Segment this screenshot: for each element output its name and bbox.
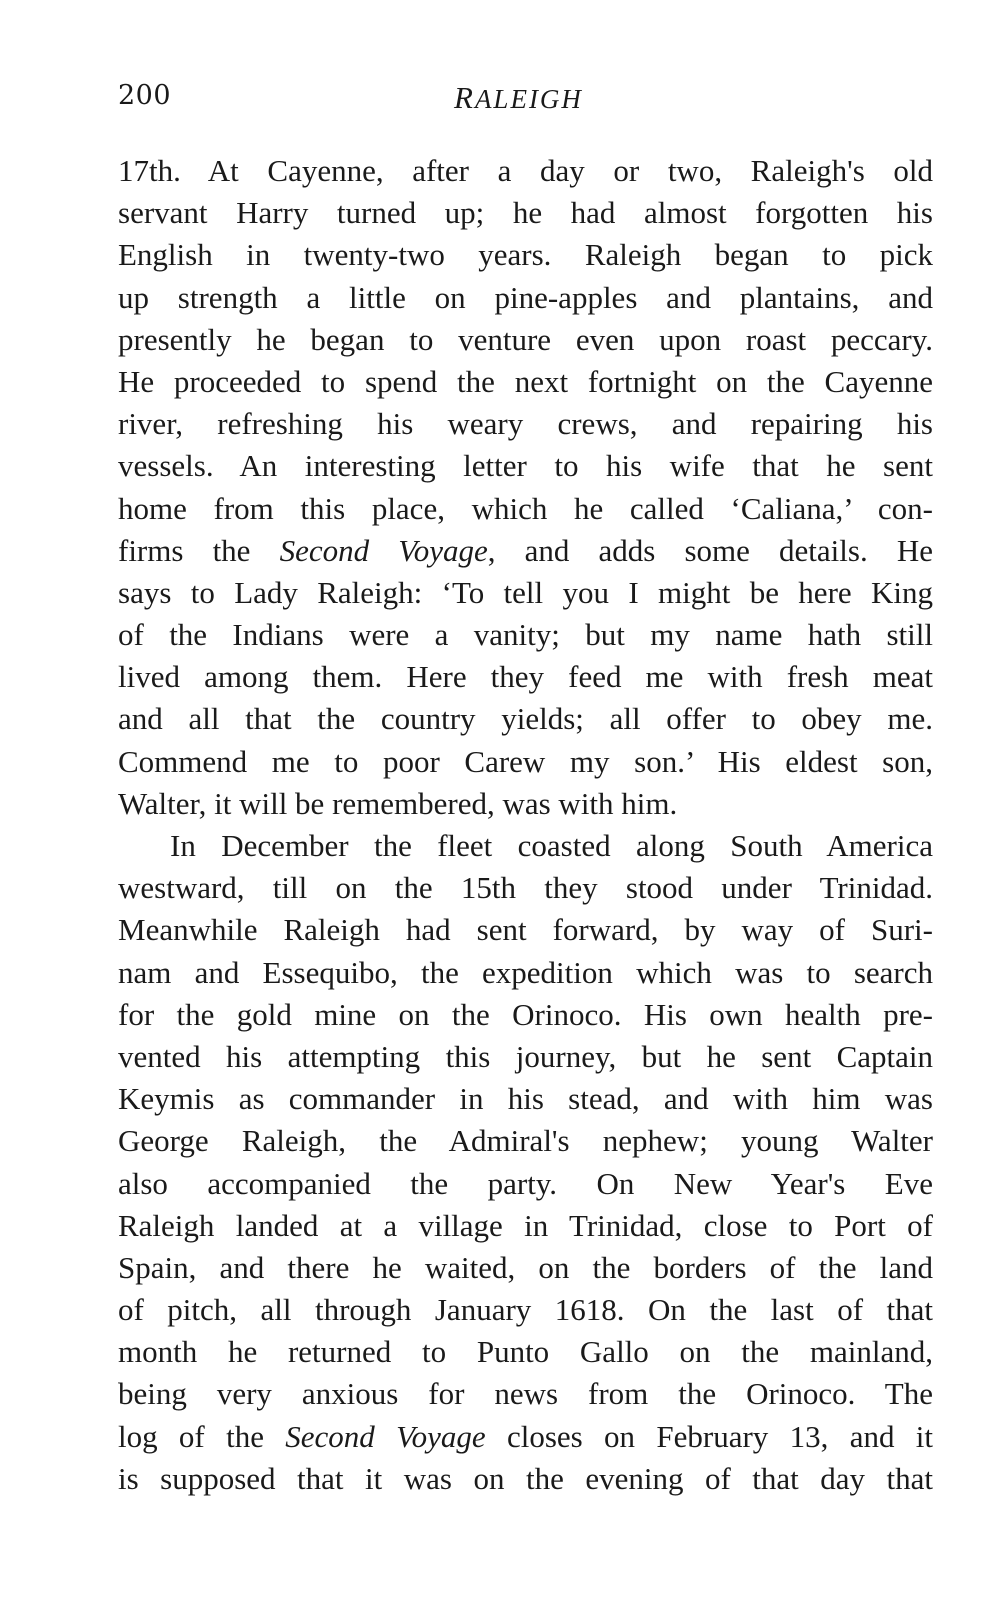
text-line: [118, 1289, 933, 1331]
text-line: [118, 656, 933, 698]
page-number: 200: [118, 80, 172, 111]
text-line: [118, 783, 933, 825]
text-line: [118, 1458, 933, 1500]
text-segment: lived among them. Here they feed me with fresh meat: [118, 659, 933, 695]
text-segment: vessels. An interesting letter to his wife that he sent: [118, 448, 933, 484]
text-segment: also accompanied the party. On New Year's Eve: [118, 1165, 933, 1201]
text-line: [118, 445, 933, 487]
text-segment: Meanwhile Raleigh had sent forward, by way of Suri-: [118, 912, 933, 948]
running-head-initial: R: [454, 80, 475, 115]
text-line: [118, 1205, 933, 1247]
text-segment: Commend me to poor Carew my son.’ His eldest son,: [118, 743, 933, 779]
text-line: [118, 741, 933, 783]
text-segment: Raleigh landed at a village in Trinidad, close to Port of: [118, 1207, 933, 1243]
text-segment: of the Indians were a vanity; but my name hath still: [118, 617, 933, 653]
text-line: [118, 361, 933, 403]
text-line: [118, 403, 933, 445]
text-segment: river, refreshing his weary crews, and repairing his: [118, 406, 933, 442]
text-segment: home from this place, which he called ‘Caliana,’ con-: [118, 490, 933, 526]
text-segment: vented his attempting this journey, but he sent Captain: [118, 1038, 933, 1074]
text-line: [118, 1120, 933, 1162]
text-line: [118, 1373, 933, 1415]
text-segment: says to Lady Raleigh: ‘To tell you I might be here King: [118, 574, 933, 610]
text-segment: servant Harry turned up; he had almost forgotten his: [118, 195, 933, 231]
running-head: [454, 80, 583, 116]
text-line: [118, 1247, 933, 1289]
body-text: [118, 150, 933, 1500]
text-segment: of pitch, all through January 1618. On the last of that: [118, 1292, 933, 1328]
text-line: [118, 1078, 933, 1120]
text-segment: He proceeded to spend the next fortnight on the Cayenne: [118, 363, 933, 399]
text-segment: month he returned to Punto Gallo on the mainland,: [118, 1334, 933, 1370]
text-segment: firms the: [118, 532, 280, 568]
text-line: [118, 192, 933, 234]
text-segment: closes on February 13, and it: [485, 1418, 933, 1454]
text-segment: being very anxious for news from the Orinoco. The: [118, 1376, 933, 1412]
text-line: [118, 530, 933, 572]
text-line: [118, 825, 933, 867]
text-line: [118, 572, 933, 614]
running-head-rest: ALEIGH: [474, 84, 583, 114]
text-segment: Spain, and there he waited, on the borders of the land: [118, 1249, 933, 1285]
text-segment: for the gold mine on the Orinoco. His own health pre-: [118, 996, 933, 1032]
italic-title: Second Voyage: [279, 532, 488, 568]
text-segment: presently he began to venture even upon roast peccary.: [118, 321, 933, 357]
text-segment: and all that the country yields; all offer to obey me.: [118, 701, 933, 737]
text-line: [118, 994, 933, 1036]
text-line: [118, 909, 933, 951]
text-line: [118, 867, 933, 909]
text-line: [118, 1416, 933, 1458]
text-segment: Keymis as commander in his stead, and with him was: [118, 1081, 933, 1117]
page-header: [118, 80, 933, 124]
text-line: [118, 488, 933, 530]
text-segment: nam and Essequibo, the expedition which was to search: [118, 954, 933, 990]
text-segment: In December the fleet coasted along South America: [170, 828, 933, 863]
text-line: [118, 952, 933, 994]
text-line: [118, 1163, 933, 1205]
text-line: [118, 319, 933, 361]
text-line: [118, 698, 933, 740]
text-segment: is supposed that it was on the evening of that day that: [118, 1460, 933, 1496]
italic-title: Second Voyage: [285, 1418, 486, 1454]
text-line: [118, 150, 933, 192]
text-line: [118, 234, 933, 276]
text-line: [118, 1036, 933, 1078]
text-line: [118, 614, 933, 656]
text-line: [118, 277, 933, 319]
text-segment: westward, till on the 15th they stood under Trinidad.: [118, 870, 933, 906]
text-segment: 17th. At Cayenne, after a day or two, Raleigh's old: [118, 153, 933, 188]
text-segment: English in twenty-two years. Raleigh began to pick: [118, 237, 933, 273]
text-segment: , and adds some details. He: [487, 532, 933, 568]
text-segment: log of the: [118, 1418, 286, 1454]
text-segment: Walter, it will be remembered, was with him.: [118, 785, 678, 821]
text-segment: up strength a little on pine-apples and plantains, and: [118, 279, 933, 315]
text-segment: George Raleigh, the Admiral's nephew; young Walter: [118, 1123, 933, 1159]
text-line: [118, 1331, 933, 1373]
